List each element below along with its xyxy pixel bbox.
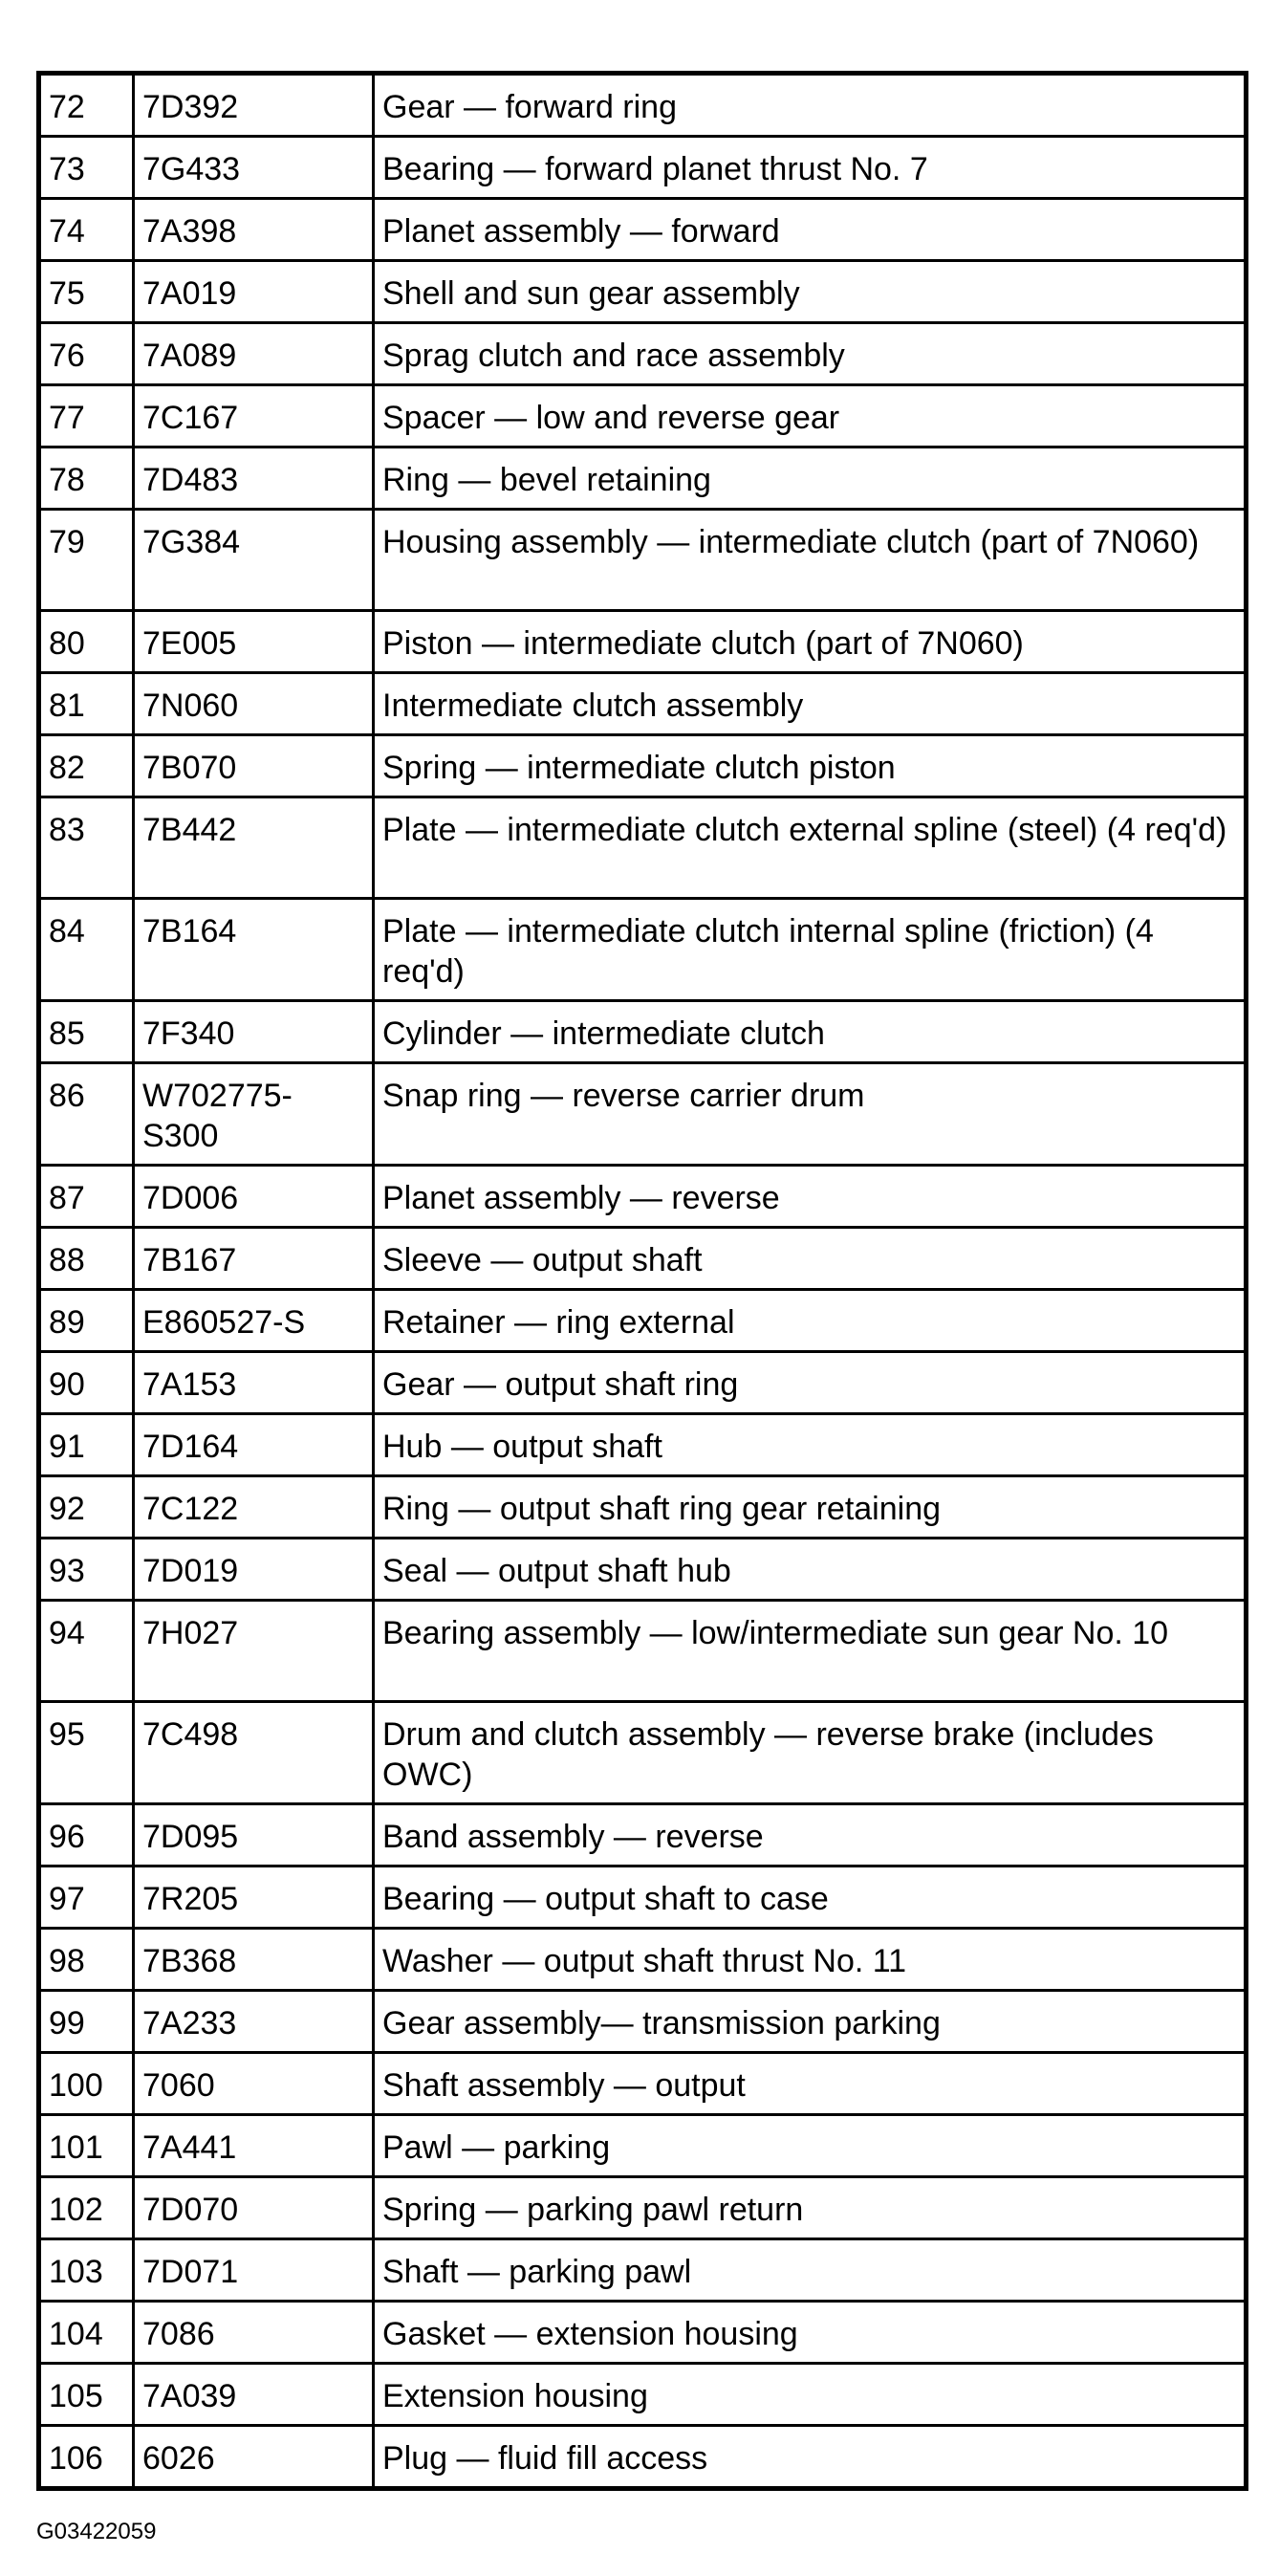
item-number-cell: 76 bbox=[39, 323, 134, 385]
table-row bbox=[39, 2302, 1247, 2364]
part-number-cell: 7C498 bbox=[134, 1702, 374, 1804]
part-number-cell: 7B368 bbox=[134, 1929, 374, 1991]
description-cell: Shaft — parking pawl bbox=[374, 2239, 1247, 2302]
description-cell: Planet assembly — forward bbox=[374, 199, 1247, 261]
table-row bbox=[39, 1867, 1247, 1929]
description-cell: Gasket — extension housing bbox=[374, 2302, 1247, 2364]
table-row bbox=[39, 1414, 1247, 1476]
item-number-cell: 94 bbox=[39, 1601, 134, 1702]
table-row bbox=[39, 1991, 1247, 2053]
item-number-cell: 84 bbox=[39, 899, 134, 1001]
part-number-cell: 7D392 bbox=[134, 74, 374, 137]
part-number-cell: 7B164 bbox=[134, 899, 374, 1001]
part-number-cell: 7060 bbox=[134, 2053, 374, 2115]
table-row bbox=[39, 1804, 1247, 1867]
description-cell: Spring — intermediate clutch piston bbox=[374, 735, 1247, 797]
description-cell: Piston — intermediate clutch (part of 7N060) bbox=[374, 611, 1247, 673]
part-number-cell: 7A039 bbox=[134, 2364, 374, 2426]
item-number-cell: 90 bbox=[39, 1352, 134, 1414]
part-number-cell: 7H027 bbox=[134, 1601, 374, 1702]
parts-table bbox=[36, 71, 1248, 2491]
item-number-cell: 103 bbox=[39, 2239, 134, 2302]
part-number-cell: 7C122 bbox=[134, 1476, 374, 1539]
item-number-cell: 74 bbox=[39, 199, 134, 261]
description-cell: Hub — output shaft bbox=[374, 1414, 1247, 1476]
description-cell: Seal — output shaft hub bbox=[374, 1539, 1247, 1601]
item-number-cell: 98 bbox=[39, 1929, 134, 1991]
description-cell: Gear — forward ring bbox=[374, 74, 1247, 137]
part-number-cell: 7D071 bbox=[134, 2239, 374, 2302]
item-number-cell: 104 bbox=[39, 2302, 134, 2364]
table-row bbox=[39, 1601, 1247, 1702]
item-number-cell: 79 bbox=[39, 510, 134, 611]
item-number-cell: 86 bbox=[39, 1063, 134, 1166]
description-cell: Pawl — parking bbox=[374, 2115, 1247, 2177]
item-number-cell: 73 bbox=[39, 137, 134, 199]
description-cell: Bearing — output shaft to case bbox=[374, 1867, 1247, 1929]
table-row bbox=[39, 385, 1247, 448]
part-number-cell: 7R205 bbox=[134, 1867, 374, 1929]
item-number-cell: 78 bbox=[39, 448, 134, 510]
item-number-cell: 97 bbox=[39, 1867, 134, 1929]
item-number-cell: 101 bbox=[39, 2115, 134, 2177]
part-number-cell: 7A153 bbox=[134, 1352, 374, 1414]
table-row bbox=[39, 1539, 1247, 1601]
table-row bbox=[39, 2115, 1247, 2177]
item-number-cell: 81 bbox=[39, 673, 134, 735]
item-number-cell: 83 bbox=[39, 797, 134, 899]
description-cell: Drum and clutch assembly — reverse brake (includes OWC) bbox=[374, 1702, 1247, 1804]
description-cell: Sprag clutch and race assembly bbox=[374, 323, 1247, 385]
item-number-cell: 82 bbox=[39, 735, 134, 797]
table-row bbox=[39, 137, 1247, 199]
table-row bbox=[39, 261, 1247, 323]
table-row bbox=[39, 1702, 1247, 1804]
table-row bbox=[39, 1166, 1247, 1228]
table-row bbox=[39, 1929, 1247, 1991]
table-row bbox=[39, 2426, 1247, 2489]
table-row bbox=[39, 74, 1247, 137]
description-cell: Housing assembly — intermediate clutch (part of 7N060) bbox=[374, 510, 1247, 611]
description-cell: Shell and sun gear assembly bbox=[374, 261, 1247, 323]
part-number-cell: 7A019 bbox=[134, 261, 374, 323]
table-row bbox=[39, 899, 1247, 1001]
description-cell: Plate — intermediate clutch external spline (steel) (4 req'd) bbox=[374, 797, 1247, 899]
table-row bbox=[39, 2177, 1247, 2239]
part-number-cell: 7D095 bbox=[134, 1804, 374, 1867]
part-number-cell: 7C167 bbox=[134, 385, 374, 448]
parts-table-body bbox=[39, 74, 1247, 2489]
part-number-cell: 7D483 bbox=[134, 448, 374, 510]
description-cell: Spacer — low and reverse gear bbox=[374, 385, 1247, 448]
item-number-cell: 89 bbox=[39, 1290, 134, 1352]
description-cell: Band assembly — reverse bbox=[374, 1804, 1247, 1867]
item-number-cell: 77 bbox=[39, 385, 134, 448]
figure-id: G03422059 bbox=[36, 2519, 157, 2544]
part-number-cell: 7A089 bbox=[134, 323, 374, 385]
description-cell: Planet assembly — reverse bbox=[374, 1166, 1247, 1228]
part-number-cell: 7D019 bbox=[134, 1539, 374, 1601]
table-row bbox=[39, 735, 1247, 797]
item-number-cell: 99 bbox=[39, 1991, 134, 2053]
description-cell: Intermediate clutch assembly bbox=[374, 673, 1247, 735]
table-row bbox=[39, 1476, 1247, 1539]
table-row bbox=[39, 611, 1247, 673]
item-number-cell: 75 bbox=[39, 261, 134, 323]
item-number-cell: 87 bbox=[39, 1166, 134, 1228]
item-number-cell: 95 bbox=[39, 1702, 134, 1804]
description-cell: Snap ring — reverse carrier drum bbox=[374, 1063, 1247, 1166]
description-cell: Gear assembly— transmission parking bbox=[374, 1991, 1247, 2053]
part-number-cell: 7D006 bbox=[134, 1166, 374, 1228]
part-number-cell: 7A233 bbox=[134, 1991, 374, 2053]
description-cell: Ring — bevel retaining bbox=[374, 448, 1247, 510]
description-cell: Sleeve — output shaft bbox=[374, 1228, 1247, 1290]
description-cell: Bearing assembly — low/intermediate sun gear No. 10 bbox=[374, 1601, 1247, 1702]
part-number-cell: 7B442 bbox=[134, 797, 374, 899]
table-row bbox=[39, 1063, 1247, 1166]
item-number-cell: 106 bbox=[39, 2426, 134, 2489]
table-row bbox=[39, 797, 1247, 899]
item-number-cell: 105 bbox=[39, 2364, 134, 2426]
description-cell: Ring — output shaft ring gear retaining bbox=[374, 1476, 1247, 1539]
part-number-cell: 7F340 bbox=[134, 1001, 374, 1063]
item-number-cell: 96 bbox=[39, 1804, 134, 1867]
description-cell: Shaft assembly — output bbox=[374, 2053, 1247, 2115]
part-number-cell: 7B070 bbox=[134, 735, 374, 797]
item-number-cell: 92 bbox=[39, 1476, 134, 1539]
table-row bbox=[39, 1228, 1247, 1290]
description-cell: Plate — intermediate clutch internal spline (friction) (4 req'd) bbox=[374, 899, 1247, 1001]
table-row bbox=[39, 199, 1247, 261]
part-number-cell: 7G384 bbox=[134, 510, 374, 611]
item-number-cell: 93 bbox=[39, 1539, 134, 1601]
description-cell: Bearing — forward planet thrust No. 7 bbox=[374, 137, 1247, 199]
description-cell: Plug — fluid fill access bbox=[374, 2426, 1247, 2489]
table-row bbox=[39, 673, 1247, 735]
item-number-cell: 80 bbox=[39, 611, 134, 673]
table-row bbox=[39, 2053, 1247, 2115]
part-number-cell: 7A441 bbox=[134, 2115, 374, 2177]
description-cell: Extension housing bbox=[374, 2364, 1247, 2426]
part-number-cell: 7N060 bbox=[134, 673, 374, 735]
part-number-cell: 7B167 bbox=[134, 1228, 374, 1290]
table-row bbox=[39, 1001, 1247, 1063]
part-number-cell: 7G433 bbox=[134, 137, 374, 199]
part-number-cell: 7086 bbox=[134, 2302, 374, 2364]
table-row bbox=[39, 1352, 1247, 1414]
table-row bbox=[39, 323, 1247, 385]
part-number-cell: 7E005 bbox=[134, 611, 374, 673]
description-cell: Washer — output shaft thrust No. 11 bbox=[374, 1929, 1247, 1991]
part-number-cell: E860527-S bbox=[134, 1290, 374, 1352]
description-cell: Spring — parking pawl return bbox=[374, 2177, 1247, 2239]
table-row bbox=[39, 2364, 1247, 2426]
part-number-cell: W702775-S300 bbox=[134, 1063, 374, 1166]
description-cell: Gear — output shaft ring bbox=[374, 1352, 1247, 1414]
item-number-cell: 85 bbox=[39, 1001, 134, 1063]
item-number-cell: 102 bbox=[39, 2177, 134, 2239]
item-number-cell: 72 bbox=[39, 74, 134, 137]
table-row bbox=[39, 1290, 1247, 1352]
item-number-cell: 88 bbox=[39, 1228, 134, 1290]
part-number-cell: 6026 bbox=[134, 2426, 374, 2489]
table-row bbox=[39, 510, 1247, 611]
table-row bbox=[39, 2239, 1247, 2302]
part-number-cell: 7D070 bbox=[134, 2177, 374, 2239]
description-cell: Retainer — ring external bbox=[374, 1290, 1247, 1352]
part-number-cell: 7D164 bbox=[134, 1414, 374, 1476]
item-number-cell: 91 bbox=[39, 1414, 134, 1476]
part-number-cell: 7A398 bbox=[134, 199, 374, 261]
description-cell: Cylinder — intermediate clutch bbox=[374, 1001, 1247, 1063]
item-number-cell: 100 bbox=[39, 2053, 134, 2115]
table-row bbox=[39, 448, 1247, 510]
